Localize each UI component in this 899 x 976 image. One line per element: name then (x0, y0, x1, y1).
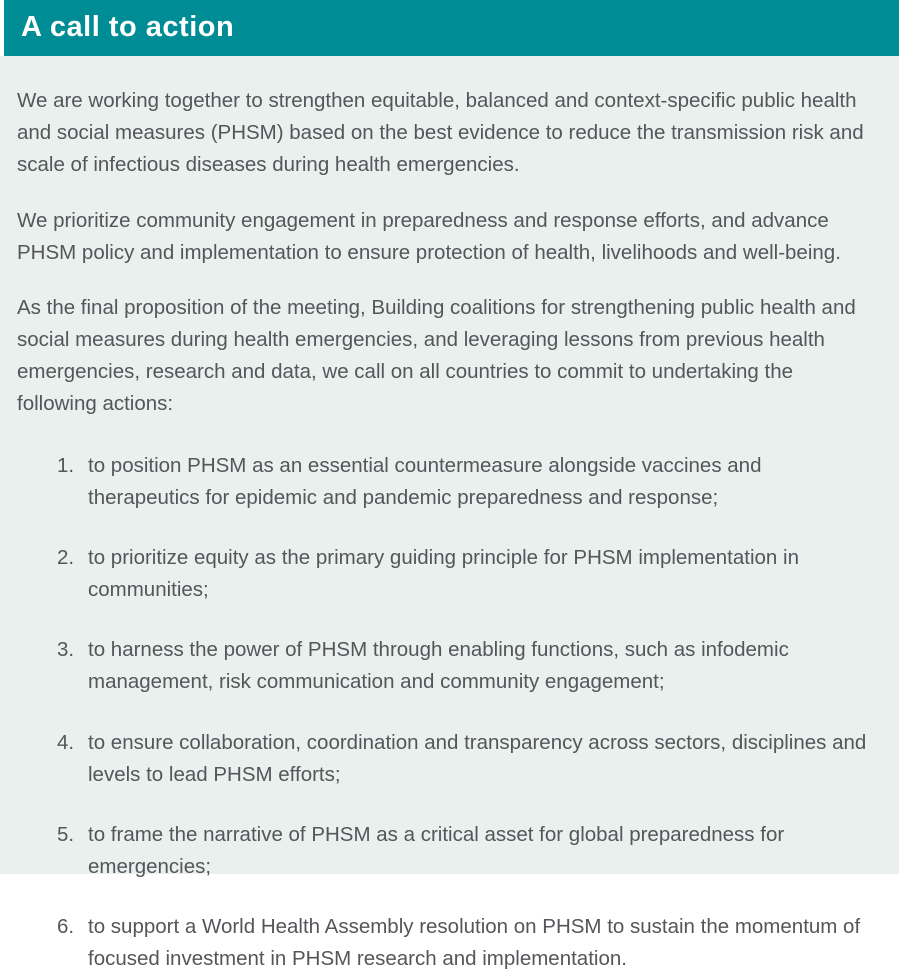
action-item-number: 1. (57, 453, 75, 477)
paragraph-priorities: We prioritize community engagement in preparedness and response efforts, and advance PHSM policy and implementation to ensure protection of health, livelihoods and well-being. (17, 208, 841, 264)
action-item (57, 542, 877, 606)
action-item-number: 5. (57, 822, 75, 846)
paragraph-proposition: As the final proposition of the meeting, Building coalitions for strengthening public health and social measures during health emergencies, and leveraging lessons from previous health emergencies, research and data, we call on all countries to commit to undertaking the following actions: (17, 295, 856, 416)
action-item (57, 911, 877, 975)
action-item-text: to prioritize equity as the primary guiding principle for PHSM implementation in communities; (88, 545, 799, 602)
section-header (0, 0, 899, 56)
section-header-band (4, 0, 899, 56)
body-content (0, 56, 899, 976)
action-item-text: to frame the narrative of PHSM as a critical asset for global preparedness for emergencies; (88, 822, 785, 879)
page-title: A call to action (21, 10, 235, 43)
action-item-number: 2. (57, 545, 75, 569)
paragraph-intro: We are working together to strengthen equitable, balanced and context-specific public health and social measures (PHSM) based on the best evidence to reduce the transmission risk and scale of infectious diseases during health emergencies. (17, 89, 864, 177)
action-item-number: 3. (57, 638, 75, 662)
action-item-text: to harness the power of PHSM through enabling functions, such as infodemic management, risk communication and community engagement; (88, 638, 789, 694)
action-item-number: 4. (57, 730, 75, 754)
action-item-text: to ensure collaboration, coordination and transparency across sectors, disciplines and levels to lead PHSM efforts; (88, 730, 867, 786)
action-item-text: to position PHSM as an essential countermeasure alongside vaccines and therapeutics for epidemic and pandemic preparedness and response; (88, 453, 762, 509)
action-list (17, 450, 877, 976)
action-item (57, 450, 877, 514)
action-item (57, 727, 877, 791)
action-item (57, 819, 877, 883)
action-item (57, 634, 877, 698)
action-item-text: to support a World Health Assembly resolution on PHSM to sustain the momentum of focused investment in PHSM research and implementation. (88, 915, 861, 971)
action-item-number: 6. (57, 915, 75, 939)
